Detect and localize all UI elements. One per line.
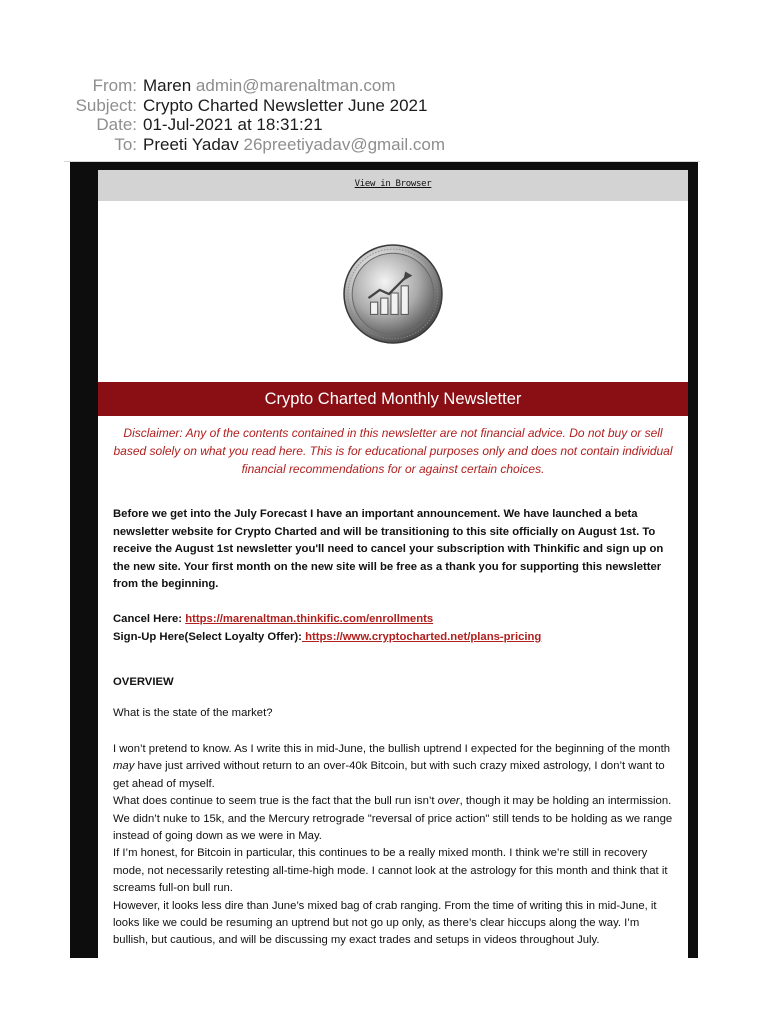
to-label: To:	[114, 134, 137, 154]
to-value	[143, 135, 445, 155]
paragraph-1-emphasis: may	[113, 760, 135, 773]
cancel-link[interactable]: https://marenaltman.thinkific.com/enrollments	[185, 613, 434, 625]
paragraph-2-emphasis: over	[437, 795, 460, 808]
subscription-links	[113, 610, 673, 646]
newsletter-title-banner: Crypto Charted Monthly Newsletter	[98, 382, 688, 416]
signup-link[interactable]: https://www.cryptocharted.net/plans-pricing	[301, 631, 542, 643]
view-in-browser-bar	[98, 170, 688, 201]
from-value	[143, 76, 396, 96]
paragraph-3: If I’m honest, for Bitcoin in particular, this continues to be a really mixed month. I think we’re still in recovery mode, not necessarily retesting all-time-high mode. I cannot look at the astrology for this month and think that it screams full-on bull run.	[113, 847, 668, 895]
view-in-browser-link[interactable]: View in Browser	[354, 179, 432, 189]
date-value: 01-Jul-2021 at 18:31:21	[143, 115, 323, 134]
subject-label: Subject:	[75, 95, 137, 115]
to-email[interactable]: 26preetiyadav@gmail.com	[243, 134, 446, 154]
signup-label: Sign-Up Here(Select Loyalty Offer):	[113, 631, 302, 643]
cancel-row	[113, 610, 673, 628]
paragraph-1-end: have just arrived without return to an over-40k Bitcoin, but with such crazy mixed astrology, I don’t want to get ahead of myself.	[113, 760, 665, 790]
from-label: From:	[92, 76, 137, 95]
to-row	[0, 135, 768, 155]
overview-heading: OVERVIEW	[113, 676, 174, 688]
overview-body	[113, 741, 673, 950]
subject-row	[0, 96, 768, 116]
paragraph-1	[113, 741, 673, 793]
announcement-text: Before we get into the July Forecast I have an important announcement. We have launched a beta newsletter website for Crypto Charted and will be transitioning to this site officially on August 1st. To receive the August 1st newsletter you'll need to cancel your subscription with Thinkific and sign up on the new site. Your first month on the new site will be free as a thank you for supporting this newsletter from the beginning.	[113, 508, 664, 590]
date-row	[0, 115, 768, 135]
from-email[interactable]: admin@marenaltman.com	[195, 76, 396, 95]
disclaimer-text: Disclaimer: Any of the contents contained in this newsletter are not financial advice. Do not buy or sell based solely on what you read here. This is for educational purposes only and does not contain individual financial recommendations for or against certain choices.	[113, 426, 673, 476]
cancel-label: Cancel Here:	[113, 613, 186, 625]
paragraph-1-start: I won’t pretend to know. As I write this in mid-June, the bullish uptrend I expected for the beginning of the month	[113, 743, 671, 755]
paragraph-2-end: , though it may be holding an intermission. We didn’t nuke to 15k, and the Mercury retrograde "reversal of price action" still tends to be holding as we range instead of going down as we were in May.	[113, 795, 673, 843]
subject-value: Crypto Charted Newsletter June 2021	[143, 95, 428, 115]
paragraph-4: However, it looks less dire than June’s mixed bag of crab ranging. From the time of writing this in mid-June, it looks like we could be resuming an uptrend but not go up only, as there’s clear hiccups along the way. I’m bullish, but cautious, and will be discussing my exact trades and setups in videos throughout July.	[113, 899, 657, 947]
newsletter-body	[98, 170, 688, 958]
market-question: What is the state of the market?	[113, 707, 273, 719]
from-row	[0, 76, 768, 96]
email-header	[0, 76, 768, 154]
paragraph-2-start: What does continue to seem true is the fact that the bull run isn’t	[113, 795, 438, 808]
signup-row	[113, 628, 673, 646]
to-name: Preeti Yadav	[143, 134, 239, 154]
coin-chart-logo-icon	[342, 243, 444, 345]
paragraph-2	[113, 793, 673, 845]
date-label: Date:	[96, 115, 137, 134]
from-name: Maren	[143, 76, 192, 95]
